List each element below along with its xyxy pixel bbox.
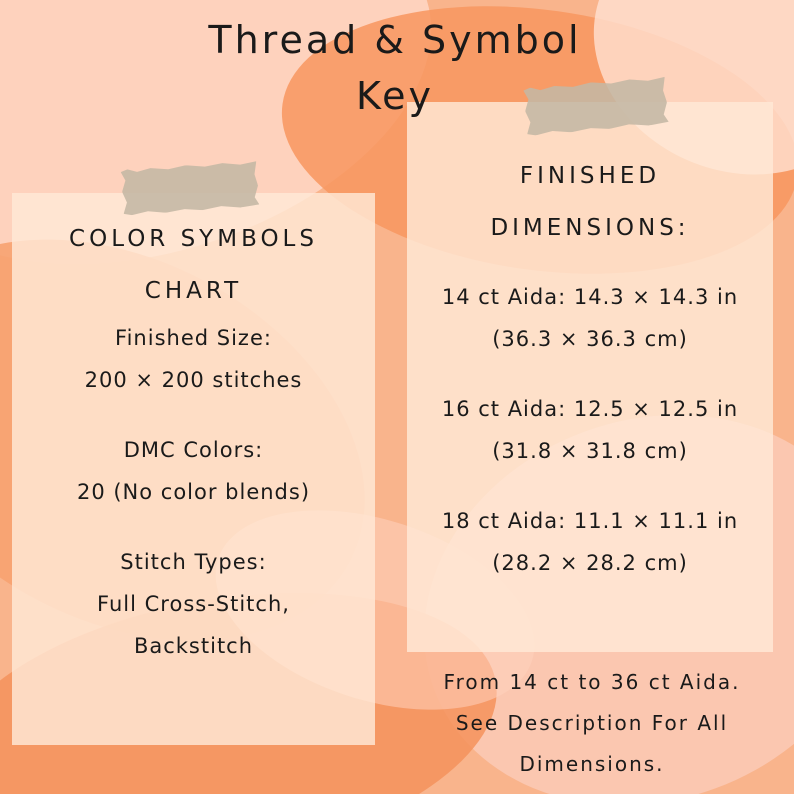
finished-size-text: Finished Size: 200 × 200 stitches: [84, 326, 303, 392]
finished-dimensions-content: [407, 150, 773, 584]
color-symbols-card: [12, 193, 375, 745]
finished-dimensions-title: FINISHED DIMENSIONS:: [490, 163, 690, 241]
dimension-18ct: 18 ct Aida: 11.1 × 11.1 in (28.2 × 28.2 cm): [441, 509, 739, 575]
stitch-types-text: Stitch Types: Full Cross-Stitch, Backstitch: [97, 550, 290, 658]
page-title: Thread & Symbol Key: [208, 18, 582, 118]
dimension-14ct: 14 ct Aida: 14.3 × 14.3 in (36.3 × 36.3 cm): [441, 285, 739, 351]
color-symbols-title: COLOR SYMBOLS CHART: [69, 226, 318, 304]
finished-dimensions-card: [407, 102, 773, 652]
dimension-16ct: 16 ct Aida: 12.5 × 12.5 in (31.8 × 31.8 cm): [441, 397, 739, 463]
aida-range-note: From 14 ct to 36 ct Aida. See Description For All Dimensions.: [443, 670, 741, 776]
color-symbols-content: [12, 213, 375, 667]
dmc-colors-text: DMC Colors: 20 (No color blends): [76, 438, 311, 504]
